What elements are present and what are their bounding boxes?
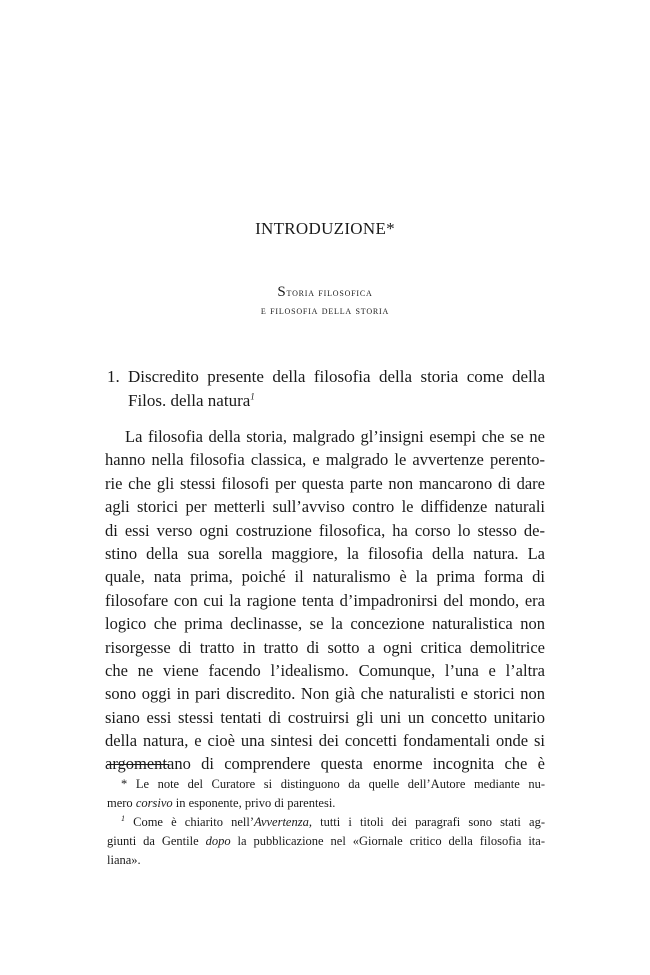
body-line: La filosofia della storia, malgrado gl’insigni esempi che se ne: [125, 427, 545, 446]
footnote-text: Come è chiarito nell’: [125, 815, 254, 829]
body-line: rie che gli stessi filosofi per questa parte non mancarono di dare: [105, 473, 545, 493]
body-line: di essi verso ogni costruzione filosofica, ha corso lo stesso de-: [105, 520, 545, 540]
footnote-italic: Avvertenza,: [254, 815, 312, 829]
footnote-italic: dopo: [205, 834, 231, 848]
footnote-marker: 1: [121, 813, 125, 823]
body-line: filosofare con cui la ragione tenta d’impadronirsi del mondo, era: [105, 590, 545, 610]
footnote-1-line-3: liana».: [107, 853, 141, 867]
subtitle-line-2: e filosofia della storia: [260, 305, 390, 317]
body-paragraph: [105, 425, 545, 776]
chapter-title: INTRODUZIONE*: [255, 219, 395, 238]
body-line: agli storici per metterli sull’avviso contro le diffidenze naturali: [105, 497, 545, 517]
body-line: che ne viene facendo l’idealismo. Comunque, l’una e l’altra: [105, 660, 545, 680]
footnote-star-line-2: [107, 794, 545, 813]
section-heading-line-2-text: Filos. della natura: [128, 391, 251, 410]
footnote-1-line-2: [107, 832, 545, 851]
body-line: sono oggi in pari discredito. Non già che naturalisti e storici non: [105, 684, 545, 704]
section-heading-line-1: Discredito presente della filosofia della storia come della: [128, 367, 545, 386]
footnote-italic: corsivo: [135, 796, 173, 810]
body-line: della natura, e cioè una sintesi dei concetti fondamentali onde si: [105, 731, 545, 751]
footnote-text: tutti i titoli dei paragrafi sono stati ag-: [311, 815, 545, 829]
body-line: argomentano di comprendere questa enorme incognita che è: [105, 754, 545, 774]
subtitle-line-1-rest: toria filosofica: [286, 287, 373, 299]
footnote-text: la pubblicazione nel «Giornale critico della filosofia ita-: [230, 834, 545, 848]
footnote-separator: [107, 764, 169, 765]
body-line: hanno nella filosofia classica, e malgrado le avvertenze perento-: [105, 450, 545, 470]
body-line: stino della sua sorella maggiore, la filosofia della natura. La: [105, 543, 545, 563]
body-line: quale, nata prima, poiché il naturalismo è la prima forma di: [105, 567, 545, 587]
footnote-text: giunti da Gentile: [107, 834, 206, 848]
subtitle-line-1: [0, 284, 650, 301]
footnote-reference: 1: [250, 391, 255, 402]
section-number: 1.: [107, 367, 120, 386]
subtitle-initial: S: [277, 284, 287, 300]
body-line: siano essi stessi tentati di costruirsi gli uni un concetto unitario: [105, 707, 545, 727]
section-heading-line-2: [128, 389, 255, 413]
body-line: logico che prima declinasse, se la concezione naturalistica non: [105, 614, 545, 634]
body-line: risorgesse di tratto in tratto di sotto a ogni critica demolitrice: [105, 637, 545, 657]
footnotes: [107, 775, 545, 870]
footnote-text: in esponente, privo di parentesi.: [172, 796, 336, 810]
footnote-star-line-1: * Le note del Curatore si distinguono da quelle dell’Autore mediante nu-: [121, 777, 545, 791]
footnote-1-line-1: [107, 813, 545, 832]
footnote-text: mero: [107, 796, 136, 810]
